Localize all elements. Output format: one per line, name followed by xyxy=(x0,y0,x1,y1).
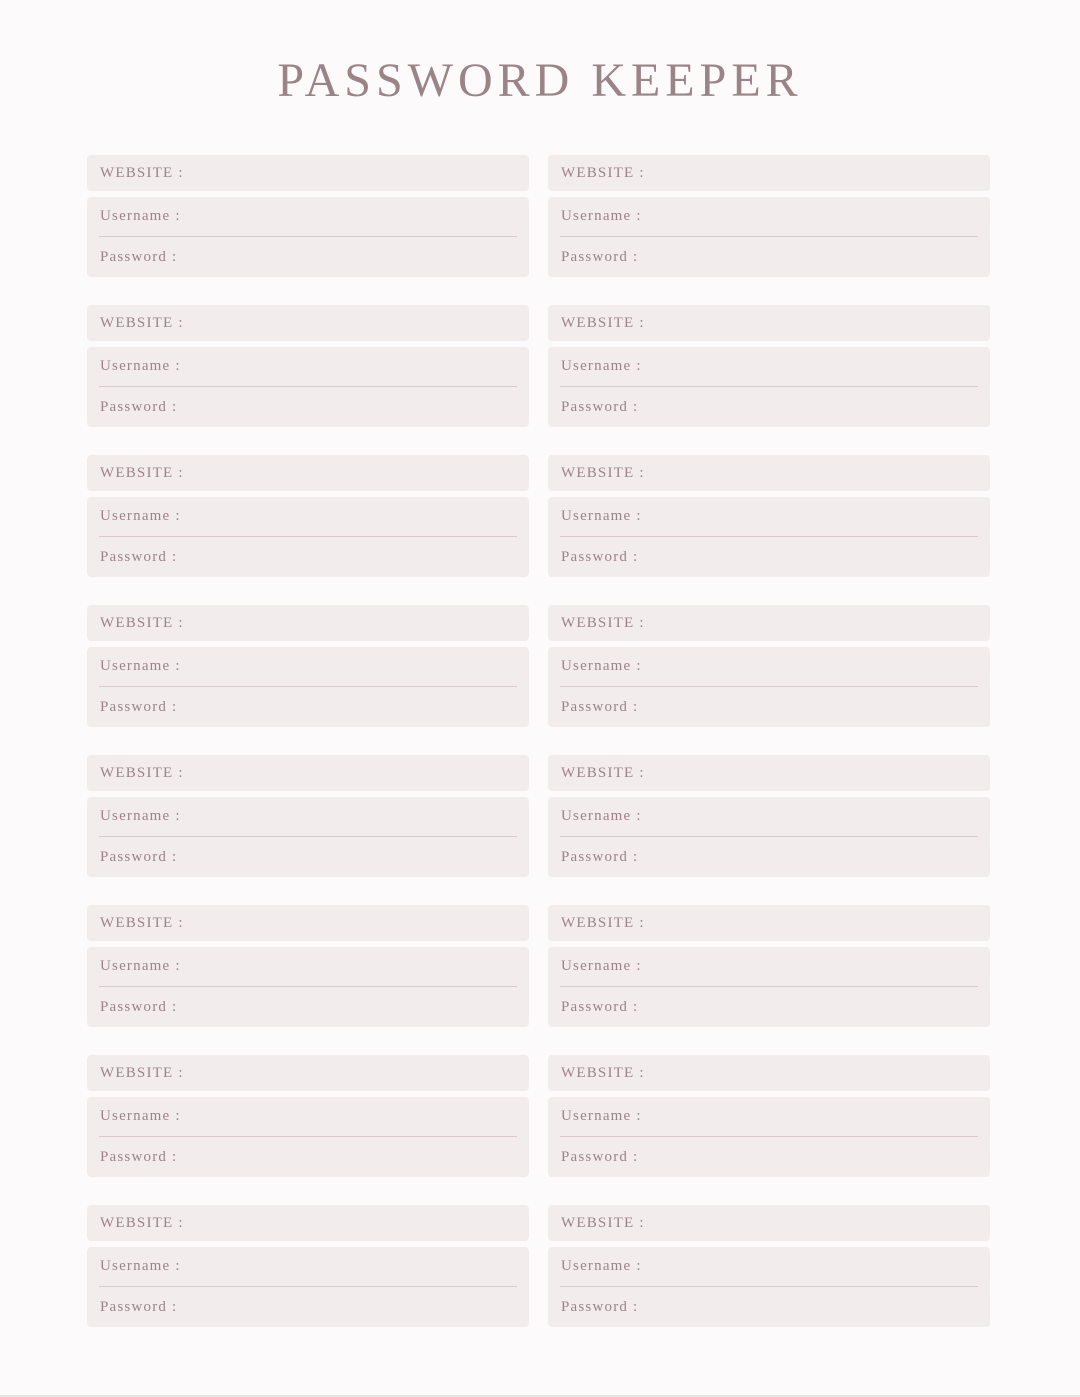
password-entry xyxy=(87,1055,529,1177)
username-field[interactable] xyxy=(560,347,978,387)
website-label: WEBSITE : xyxy=(561,1064,645,1081)
password-label: Password : xyxy=(561,848,639,865)
username-label: Username : xyxy=(100,658,181,674)
website-label: WEBSITE : xyxy=(100,314,184,331)
username-field[interactable] xyxy=(99,947,517,987)
password-entry xyxy=(87,755,529,877)
password-entry xyxy=(87,305,529,427)
username-label: Username : xyxy=(561,808,642,824)
password-label: Password : xyxy=(561,1148,639,1165)
password-field[interactable] xyxy=(560,237,978,277)
credentials-box xyxy=(548,1097,990,1177)
username-label: Username : xyxy=(100,208,181,224)
password-entry xyxy=(548,905,990,1027)
username-label: Username : xyxy=(100,358,181,374)
password-field[interactable] xyxy=(560,837,978,877)
username-field[interactable] xyxy=(99,347,517,387)
password-label: Password : xyxy=(100,248,178,265)
username-label: Username : xyxy=(561,958,642,974)
password-entry xyxy=(87,155,529,277)
website-field[interactable] xyxy=(87,905,529,941)
password-label: Password : xyxy=(561,698,639,715)
password-field[interactable] xyxy=(99,1287,517,1327)
credentials-box xyxy=(548,647,990,727)
password-field[interactable] xyxy=(99,387,517,427)
website-label: WEBSITE : xyxy=(561,614,645,631)
password-label: Password : xyxy=(100,998,178,1015)
website-field[interactable] xyxy=(548,605,990,641)
credentials-box xyxy=(87,797,529,877)
website-label: WEBSITE : xyxy=(100,164,184,181)
password-label: Password : xyxy=(100,698,178,715)
credentials-box xyxy=(87,197,529,277)
username-field[interactable] xyxy=(99,197,517,237)
username-label: Username : xyxy=(561,508,642,524)
password-entry xyxy=(548,155,990,277)
website-label: WEBSITE : xyxy=(561,314,645,331)
website-field[interactable] xyxy=(87,455,529,491)
credentials-box xyxy=(548,947,990,1027)
credentials-box xyxy=(87,347,529,427)
password-label: Password : xyxy=(561,398,639,415)
password-field[interactable] xyxy=(99,987,517,1027)
username-label: Username : xyxy=(100,958,181,974)
password-entry xyxy=(87,905,529,1027)
website-label: WEBSITE : xyxy=(100,1214,184,1231)
password-label: Password : xyxy=(561,998,639,1015)
credentials-box xyxy=(87,1247,529,1327)
password-label: Password : xyxy=(561,248,639,265)
website-field[interactable] xyxy=(548,155,990,191)
password-field[interactable] xyxy=(99,1137,517,1177)
password-label: Password : xyxy=(561,548,639,565)
website-field[interactable] xyxy=(548,1055,990,1091)
password-label: Password : xyxy=(100,398,178,415)
username-field[interactable] xyxy=(99,647,517,687)
website-field[interactable] xyxy=(87,755,529,791)
username-field[interactable] xyxy=(99,497,517,537)
website-label: WEBSITE : xyxy=(100,914,184,931)
username-label: Username : xyxy=(561,208,642,224)
password-field[interactable] xyxy=(560,1137,978,1177)
username-field[interactable] xyxy=(560,797,978,837)
username-field[interactable] xyxy=(99,1097,517,1137)
username-label: Username : xyxy=(100,808,181,824)
website-label: WEBSITE : xyxy=(100,1064,184,1081)
password-label: Password : xyxy=(561,1298,639,1315)
password-field[interactable] xyxy=(560,687,978,727)
username-label: Username : xyxy=(100,1258,181,1274)
website-field[interactable] xyxy=(87,305,529,341)
website-label: WEBSITE : xyxy=(561,764,645,781)
website-field[interactable] xyxy=(548,1205,990,1241)
password-entry xyxy=(87,605,529,727)
credentials-box xyxy=(548,197,990,277)
username-label: Username : xyxy=(561,1108,642,1124)
password-label: Password : xyxy=(100,848,178,865)
username-field[interactable] xyxy=(560,1097,978,1137)
page-title: PASSWORD KEEPER xyxy=(277,54,803,107)
username-label: Username : xyxy=(561,358,642,374)
username-label: Username : xyxy=(561,1258,642,1274)
username-field[interactable] xyxy=(560,647,978,687)
credentials-box xyxy=(548,497,990,577)
username-field[interactable] xyxy=(99,1247,517,1287)
username-field[interactable] xyxy=(99,797,517,837)
website-field[interactable] xyxy=(87,1055,529,1091)
username-field[interactable] xyxy=(560,497,978,537)
username-field[interactable] xyxy=(560,1247,978,1287)
password-entry xyxy=(548,305,990,427)
website-label: WEBSITE : xyxy=(561,1214,645,1231)
password-field[interactable] xyxy=(560,987,978,1027)
username-field[interactable] xyxy=(560,197,978,237)
username-label: Username : xyxy=(100,1108,181,1124)
credentials-box xyxy=(87,947,529,1027)
password-label: Password : xyxy=(100,1148,178,1165)
username-label: Username : xyxy=(100,508,181,524)
credentials-box xyxy=(87,647,529,727)
password-field[interactable] xyxy=(99,537,517,577)
entries-grid xyxy=(87,155,990,1327)
website-field[interactable] xyxy=(548,455,990,491)
password-entry xyxy=(87,455,529,577)
credentials-box xyxy=(548,1247,990,1327)
password-field[interactable] xyxy=(560,1287,978,1327)
website-label: WEBSITE : xyxy=(100,614,184,631)
website-field[interactable] xyxy=(87,605,529,641)
password-entry xyxy=(548,1055,990,1177)
website-field[interactable] xyxy=(87,155,529,191)
password-field[interactable] xyxy=(560,537,978,577)
website-label: WEBSITE : xyxy=(100,464,184,481)
website-field[interactable] xyxy=(87,1205,529,1241)
password-field[interactable] xyxy=(560,387,978,427)
website-field[interactable] xyxy=(548,305,990,341)
website-label: WEBSITE : xyxy=(561,164,645,181)
website-field[interactable] xyxy=(548,755,990,791)
password-label: Password : xyxy=(100,548,178,565)
username-label: Username : xyxy=(561,658,642,674)
password-entry xyxy=(548,755,990,877)
credentials-box xyxy=(548,797,990,877)
password-field[interactable] xyxy=(99,687,517,727)
password-entry xyxy=(548,605,990,727)
credentials-box xyxy=(87,497,529,577)
password-entry xyxy=(548,1205,990,1327)
username-field[interactable] xyxy=(560,947,978,987)
password-entry xyxy=(87,1205,529,1327)
credentials-box xyxy=(548,347,990,427)
password-entry xyxy=(548,455,990,577)
credentials-box xyxy=(87,1097,529,1177)
website-label: WEBSITE : xyxy=(561,914,645,931)
website-label: WEBSITE : xyxy=(100,764,184,781)
website-label: WEBSITE : xyxy=(561,464,645,481)
password-field[interactable] xyxy=(99,837,517,877)
password-field[interactable] xyxy=(99,237,517,277)
website-field[interactable] xyxy=(548,905,990,941)
password-label: Password : xyxy=(100,1298,178,1315)
